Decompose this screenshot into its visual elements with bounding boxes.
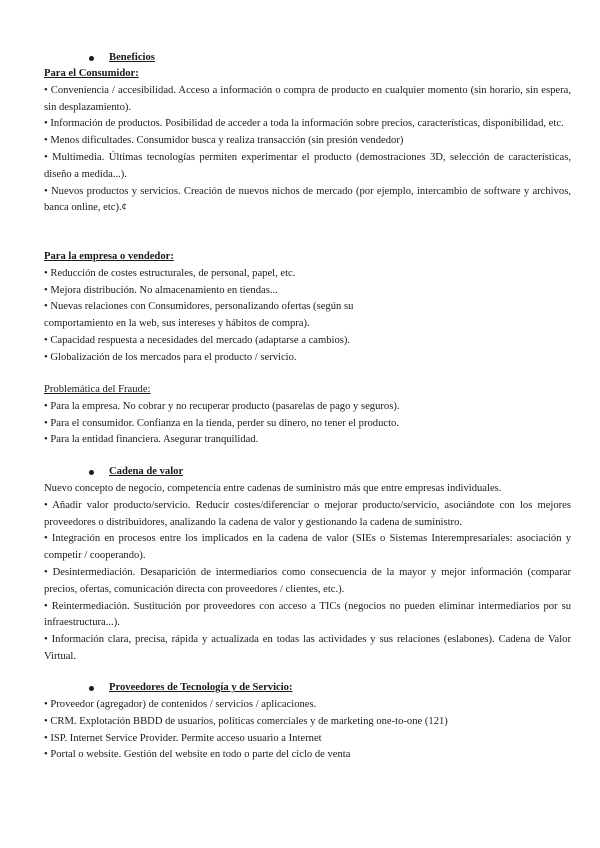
list-item: • Reducción de costes estructurales, de personal, papel, etc. xyxy=(44,267,296,279)
list-item: • Nuevas relaciones con Consumidores, personalizando ofertas (según su xyxy=(44,301,354,313)
list-item: comportamiento en la web, sus intereses y hábitos de compra). xyxy=(44,318,310,330)
consumidor-title: Para el Consumidor: xyxy=(44,68,139,79)
list-item: • Para el consumidor. Confianza en la tienda, perder su dinero, no tener el producto. xyxy=(44,417,399,429)
list-item: • Reintermediación. Sustitución por proveedores con acceso a TICs (negocios no pueden eliminar intermediarios por su infraestructura...). xyxy=(44,600,571,629)
list-item: • Información de productos. Posibilidad de acceder a toda la información sobre precios, características, disponibilidad, etc. xyxy=(44,118,564,130)
empresa-title: Para la empresa o vendedor: xyxy=(44,251,174,262)
list-item: • Mejora distribución. No almacenamiento en tiendas... xyxy=(44,284,278,296)
consumidor-section xyxy=(44,66,571,217)
list-item: • CRM. Explotación BBDD de usuarios, políticas comerciales y de marketing one-to-one (121) xyxy=(44,715,448,727)
list-item: • Para la entidad financiera. Asegurar tranquilidad. xyxy=(44,434,259,446)
cadena-intro: Nuevo concepto de negocio, competencia entre cadenas de suministro más que entre empresas individuales. xyxy=(44,483,502,494)
list-item: • Multimedia. Últimas tecnologías permiten experimentar el producto (demostraciones 3D, selección de características, diseño a medida...). xyxy=(44,151,571,180)
list-item: • Globalización de los mercados para el producto / servicio. xyxy=(44,351,297,363)
list-item: • Información clara, precisa, rápida y actualizada en todas las actividades y sus relaciones (eslabones). Cadena de Valor Virtual. xyxy=(44,634,571,662)
empresa-section xyxy=(44,249,571,367)
fraude-section xyxy=(44,382,571,449)
list-item: • Para la empresa. No cobrar y no recuperar producto (pasarelas de pago y seguros). xyxy=(44,400,400,412)
list-item: • Menos dificultades. Consumidor busca y realiza transacción (sin presión vendedor) xyxy=(44,135,404,147)
bullet-dot-icon xyxy=(89,686,94,691)
list-item: • Capacidad respuesta a necesidades del mercado (adaptarse a cambios). xyxy=(44,334,351,346)
list-item: • Proveedor (agregador) de contenidos / servicios / aplicaciones. xyxy=(44,699,317,710)
section-heading-beneficios: Beneficios xyxy=(109,52,155,63)
proveedores-section xyxy=(44,697,571,764)
section-heading-proveedores: Proveedores de Tecnología y de Servicio: xyxy=(109,682,293,693)
list-item: • ISP. Internet Service Provider. Permite acceso usuario a Internet xyxy=(44,732,322,744)
bullet-dot-icon xyxy=(89,56,94,61)
list-item: • Añadir valor producto/servicio. Reducir costes/diferenciar o mejorar producto/servicio, asociándote con los mejores proveedores o distribuidores, analizando la cadena de valor y gestionando la cadena de suministro. xyxy=(44,499,571,528)
list-item: • Integración en procesos entre los implicados en la cadena de valor (SIEs o Sistemas Interempresariales: asociación y competir / cooperando). xyxy=(44,533,571,562)
list-item: • Conveniencia / accesibilidad. Acceso a información o compra de producto en cualquier momento (sin horario, sin espera, sin desplazamiento). xyxy=(44,84,571,113)
cadena-section xyxy=(44,481,571,666)
section-heading-cadena: Cadena de valor xyxy=(109,466,184,477)
list-item: • Portal o website. Gestión del website en todo o parte del ciclo de venta xyxy=(44,749,351,761)
bullet-dot-icon xyxy=(89,470,94,475)
list-item: • Nuevos productos y servicios. Creación de nuevos nichos de mercado (por ejemplo, intercambio de software y archivos, banca online, etc).¢ xyxy=(44,185,571,214)
fraude-title: Problemática del Fraude: xyxy=(44,384,151,395)
list-item: • Desintermediación. Desaparición de intermediarios como consecuencia de la mayor y mejor información (comparar precios, ofertas, comunicación directa con proveedores / clientes, etc.). xyxy=(44,566,571,595)
